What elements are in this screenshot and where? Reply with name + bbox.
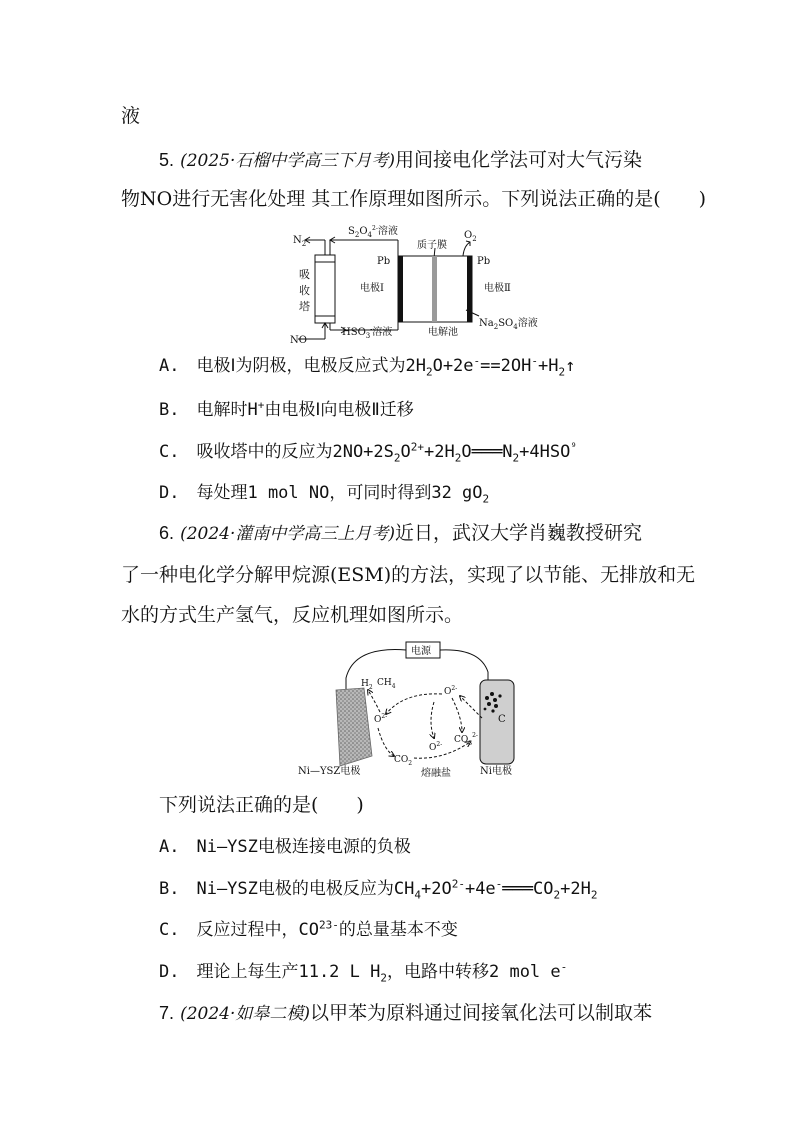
h2-label: $H_2$ bbox=[361, 679, 373, 691]
question-5-line-1: 5. (2025·石榴中学高三下月考)用间接电化学法可对大气污染 bbox=[159, 149, 643, 171]
no-label: NO bbox=[290, 335, 307, 346]
molten-salt-label: 熔融盐 bbox=[421, 768, 451, 779]
question-6-number: 6. bbox=[159, 523, 175, 543]
electrode-2-label: 电极Ⅱ bbox=[484, 283, 511, 294]
ni-ysz-electrode-label: Ni—YSZ电极 bbox=[298, 766, 361, 777]
n2-label: $N_2$ bbox=[293, 235, 307, 248]
q5-option-c: C. 吸收塔中的反应为$2NO+2S_2O^{2+}+2H_2O═══N_2+4HSO^{^9}$ bbox=[159, 440, 577, 465]
oxide-ion-label-bottom: $O^{2-}$ bbox=[429, 741, 443, 753]
q5-option-a: A. 电极Ⅰ为阴极，电极反应式为$2H_2O+2e^-==2OH^-+H_2↑$ bbox=[159, 354, 576, 379]
tower-label-1: 吸 bbox=[299, 268, 310, 281]
q5-option-b: B. 电解时H+由电极Ⅰ向电极Ⅱ迁移 bbox=[159, 398, 414, 420]
question-7-source: (2024·如皋二模) bbox=[180, 1004, 310, 1024]
q5-option-d: D. 每处理1 mol NO，可同时得到32 $gO_2$ bbox=[159, 483, 490, 506]
proton-membrane bbox=[432, 256, 437, 322]
question-5-source: (2025·石榴中学高三下月考) bbox=[180, 151, 395, 171]
q6-option-a: A. Ni—YSZ电极连接电源的负极 bbox=[159, 837, 411, 857]
ni-electrode bbox=[480, 680, 514, 764]
co2-label: $CO_2$ bbox=[394, 755, 413, 767]
question-6-line-2: 了一种电化学分解甲烷源(ESM)的方法，实现了以节能、无排放和无 bbox=[121, 564, 696, 586]
ni-electrode-label: Ni电极 bbox=[480, 766, 512, 777]
na2so4-label: $Na_2SO_4$溶液 bbox=[479, 318, 538, 331]
oxide-ion-label-top: $O^{2-}$ bbox=[444, 685, 458, 697]
electrolysis-diagram bbox=[280, 222, 550, 346]
question-6-source: (2024·灌南中学高三上月考) bbox=[180, 524, 395, 544]
q6-option-d: D. 理论上每生产11.2 L $H_2$，电路中转移2 mol e- bbox=[159, 960, 568, 985]
q6-option-b: B. Ni—YSZ电极的电极反应为$CH_4+2O^{2-}+4e^-═══CO_2+2H_2$ bbox=[159, 877, 598, 902]
question-5-line-2: 物NO进行无害化处理 其工作原理如图所示。下列说法正确的是( ) bbox=[121, 188, 707, 210]
electrode-1-plate bbox=[398, 256, 403, 322]
question-6-line-3: 水的方式生产氢气，反应机理如图所示。 bbox=[121, 604, 464, 626]
oxide-ion-label-left: $O^{2-}$ bbox=[374, 713, 388, 725]
ni-ysz-electrode bbox=[336, 688, 372, 766]
question-7-number: 7. bbox=[159, 1003, 175, 1023]
q6-option-c: C. 反应过程中，$CO^{23-}$的总量基本不变 bbox=[159, 918, 458, 940]
methane-decomposition-diagram bbox=[284, 638, 524, 780]
cell-label: 电解池 bbox=[428, 327, 458, 338]
tower-label-3: 塔 bbox=[299, 300, 310, 313]
o2-label: $O_2$ bbox=[464, 230, 477, 243]
absorber-tower bbox=[315, 255, 335, 323]
question-5-number: 5. bbox=[159, 150, 175, 170]
question-7-line-1: 7. (2024·如皋二模)以甲苯为原料通过间接氧化法可以制取苯 bbox=[159, 1002, 653, 1024]
hso3-label: $HSO_3^-$溶液 bbox=[342, 326, 393, 340]
carbon-label: C bbox=[498, 714, 506, 725]
ch4-label: $CH_4$ bbox=[377, 678, 396, 690]
pb-left-label: Pb bbox=[377, 256, 391, 267]
electrode-2-plate bbox=[467, 256, 472, 322]
s2o4-label: $S_2O_4^{2-}$溶液 bbox=[348, 225, 398, 239]
question-6-prompt: 下列说法正确的是( ) bbox=[159, 794, 364, 816]
membrane-label: 质子膜 bbox=[417, 240, 447, 251]
question-6-line-1: 6. (2024·灌南中学高三上月考)近日，武汉大学肖巍教授研究 bbox=[159, 522, 643, 544]
electrode-1-label: 电极Ⅰ bbox=[360, 283, 384, 294]
power-source-label: 电源 bbox=[411, 646, 431, 657]
continuation-text: 液 bbox=[121, 105, 141, 127]
tower-label-2: 收 bbox=[299, 284, 310, 297]
pb-right-label: Pb bbox=[477, 256, 491, 267]
carbonate-label: $CO_3^{2-}$ bbox=[454, 732, 478, 747]
